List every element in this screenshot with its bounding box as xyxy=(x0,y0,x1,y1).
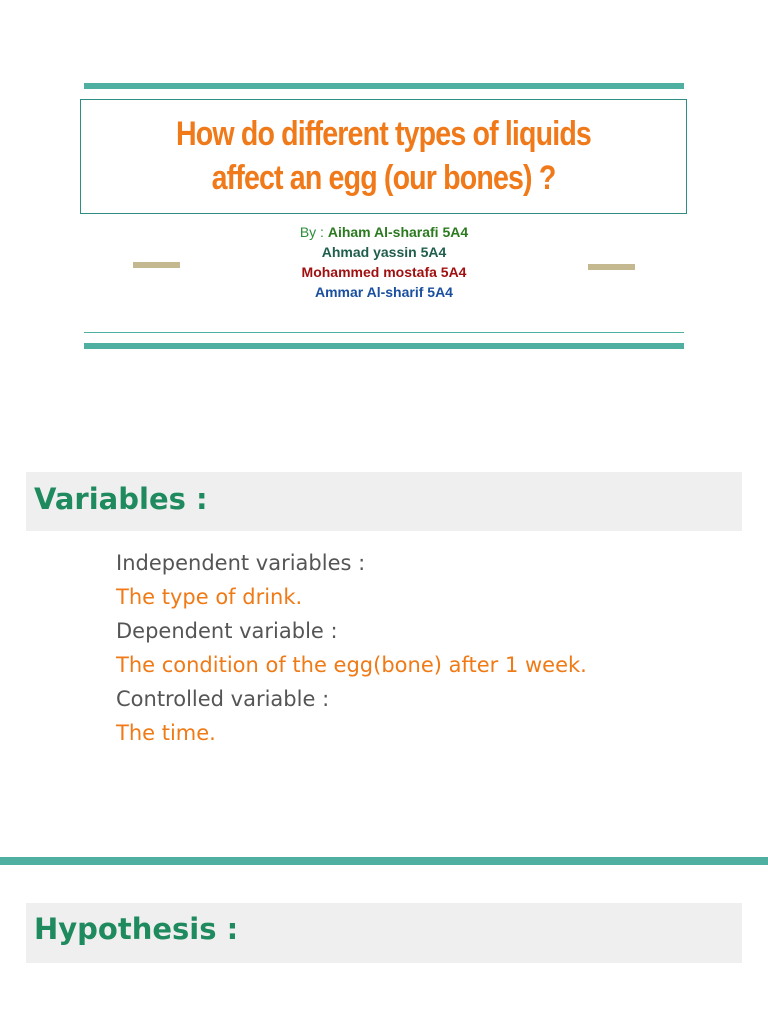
title-box xyxy=(80,99,687,214)
author-line-4 xyxy=(0,282,768,302)
variable-value: The condition of the egg(bone) after 1 week. xyxy=(116,653,587,677)
author-name: Ammar Al-sharif 5A4 xyxy=(315,284,453,300)
page-separator-bar xyxy=(0,857,768,865)
bottom-divider-bar xyxy=(84,343,684,349)
variable-label: Controlled variable : xyxy=(116,687,330,711)
title-line-1: How do different types of liquids xyxy=(176,115,591,153)
variables-list xyxy=(116,546,587,750)
author-name: Mohammed mostafa 5A4 xyxy=(301,264,467,280)
variable-value: The type of drink. xyxy=(116,585,303,609)
author-line-1 xyxy=(0,222,768,242)
authors-block xyxy=(0,222,768,302)
thin-divider-line xyxy=(84,332,684,333)
variable-label: Independent variables : xyxy=(116,551,366,575)
variable-label: Dependent variable : xyxy=(116,619,338,643)
author-line-2 xyxy=(0,242,768,262)
variable-value: The time. xyxy=(116,721,216,745)
page-title xyxy=(129,112,637,200)
author-name: Aiham Al-sharafi 5A4 xyxy=(327,224,469,240)
top-divider-bar xyxy=(84,83,684,89)
hypothesis-heading: Hypothesis : xyxy=(34,912,239,946)
author-line-3 xyxy=(0,262,768,282)
variables-heading: Variables : xyxy=(34,482,208,516)
by-label: By : xyxy=(299,224,328,240)
author-name: Ahmad yassin 5A4 xyxy=(321,244,447,260)
title-line-2: affect an egg (our bones) ? xyxy=(211,159,556,197)
